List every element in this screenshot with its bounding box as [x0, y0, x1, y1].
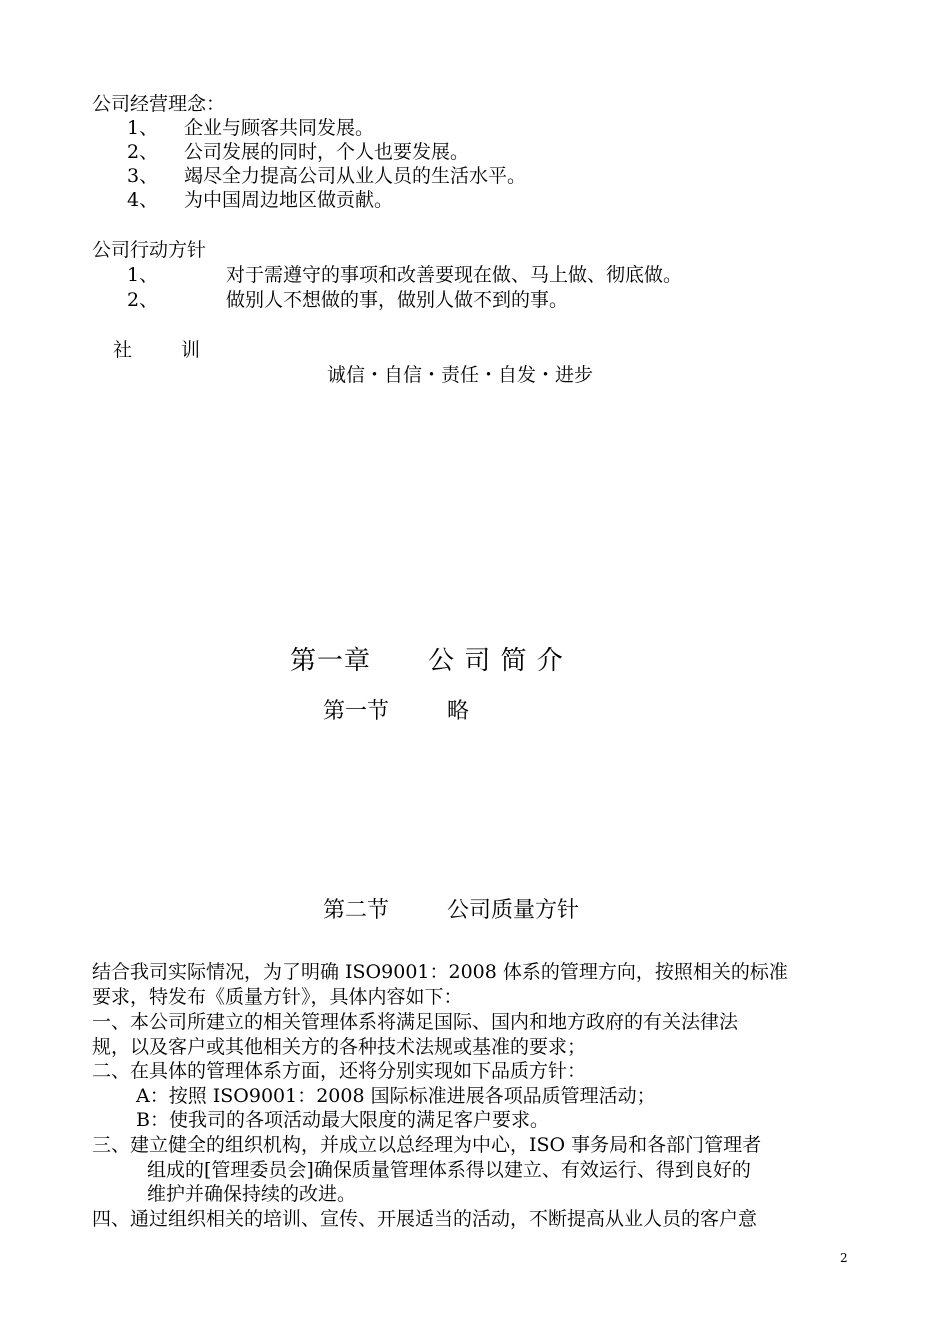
policy-heading: 公司行动方针: [92, 239, 207, 261]
chapter-number: 第一章: [290, 646, 372, 676]
body-line: B：使我司的各项活动最大限度的满足客户要求。: [136, 1109, 549, 1131]
philosophy-item-number: 2、: [127, 141, 159, 163]
body-line: 四、通过组织相关的培训、宣传、开展适当的活动，不断提高从业人员的客户意: [92, 1208, 758, 1230]
philosophy-item-number: 3、: [127, 165, 159, 187]
philosophy-item-number: 1、: [127, 117, 159, 139]
philosophy-item-text: 公司发展的同时，个人也要发展。: [184, 141, 470, 163]
body-line: 组成的[管理委员会]确保质量管理体系得以建立、有效运行、得到良好的: [147, 1159, 751, 1181]
policy-item-text: 对于需遵守的事项和改善要现在做、马上做、彻底做。: [226, 264, 683, 286]
body-line: 要求，特发布《质量方针》，具体内容如下：: [92, 986, 463, 1008]
section-title: 略: [447, 699, 470, 724]
motto-text: 诚信・自信・责任・自发・进步: [327, 364, 594, 386]
policy-item-number: 1、: [127, 264, 159, 286]
motto-label-second: 训: [181, 339, 201, 361]
section-number: 第二节: [323, 898, 390, 923]
body-line: 二、在具体的管理体系方面，还将分别实现如下品质方针：: [92, 1060, 587, 1082]
body-line: 维护并确保持续的改进。: [147, 1183, 357, 1205]
section-number: 第一节: [323, 699, 390, 724]
philosophy-item-text: 竭尽全力提高公司从业人员的生活水平。: [184, 165, 527, 187]
body-line: 三、建立健全的组织机构，并成立以总经理为中心，ISO 事务局和各部门管理者: [92, 1134, 762, 1156]
philosophy-item-text: 企业与顾客共同发展。: [184, 117, 375, 139]
policy-item-number: 2、: [127, 289, 159, 311]
body-line: 一、本公司所建立的相关管理体系将满足国际、国内和地方政府的有关法律法: [92, 1011, 739, 1033]
chapter-title: 公 司 简 介: [428, 646, 564, 676]
body-line: A：按照 ISO9001：2008 国际标准进展各项品质管理活动；: [136, 1085, 656, 1107]
page-number: 2: [840, 1251, 848, 1265]
philosophy-item-text: 为中国周边地区做贡献。: [184, 189, 394, 211]
philosophy-heading: 公司经营理念：: [92, 93, 226, 115]
policy-item-text: 做别人不想做的事，做别人做不到的事。: [226, 289, 569, 311]
motto-label-first: 社: [113, 339, 133, 361]
body-line: 结合我司实际情况，为了明确 ISO9001：2008 体系的管理方向，按照相关的标准: [92, 961, 788, 983]
body-line: 规，以及客户或其他相关方的各种技术法规或基准的要求；: [92, 1036, 587, 1058]
section-title: 公司质量方针: [447, 898, 580, 923]
philosophy-item-number: 4、: [127, 189, 159, 211]
